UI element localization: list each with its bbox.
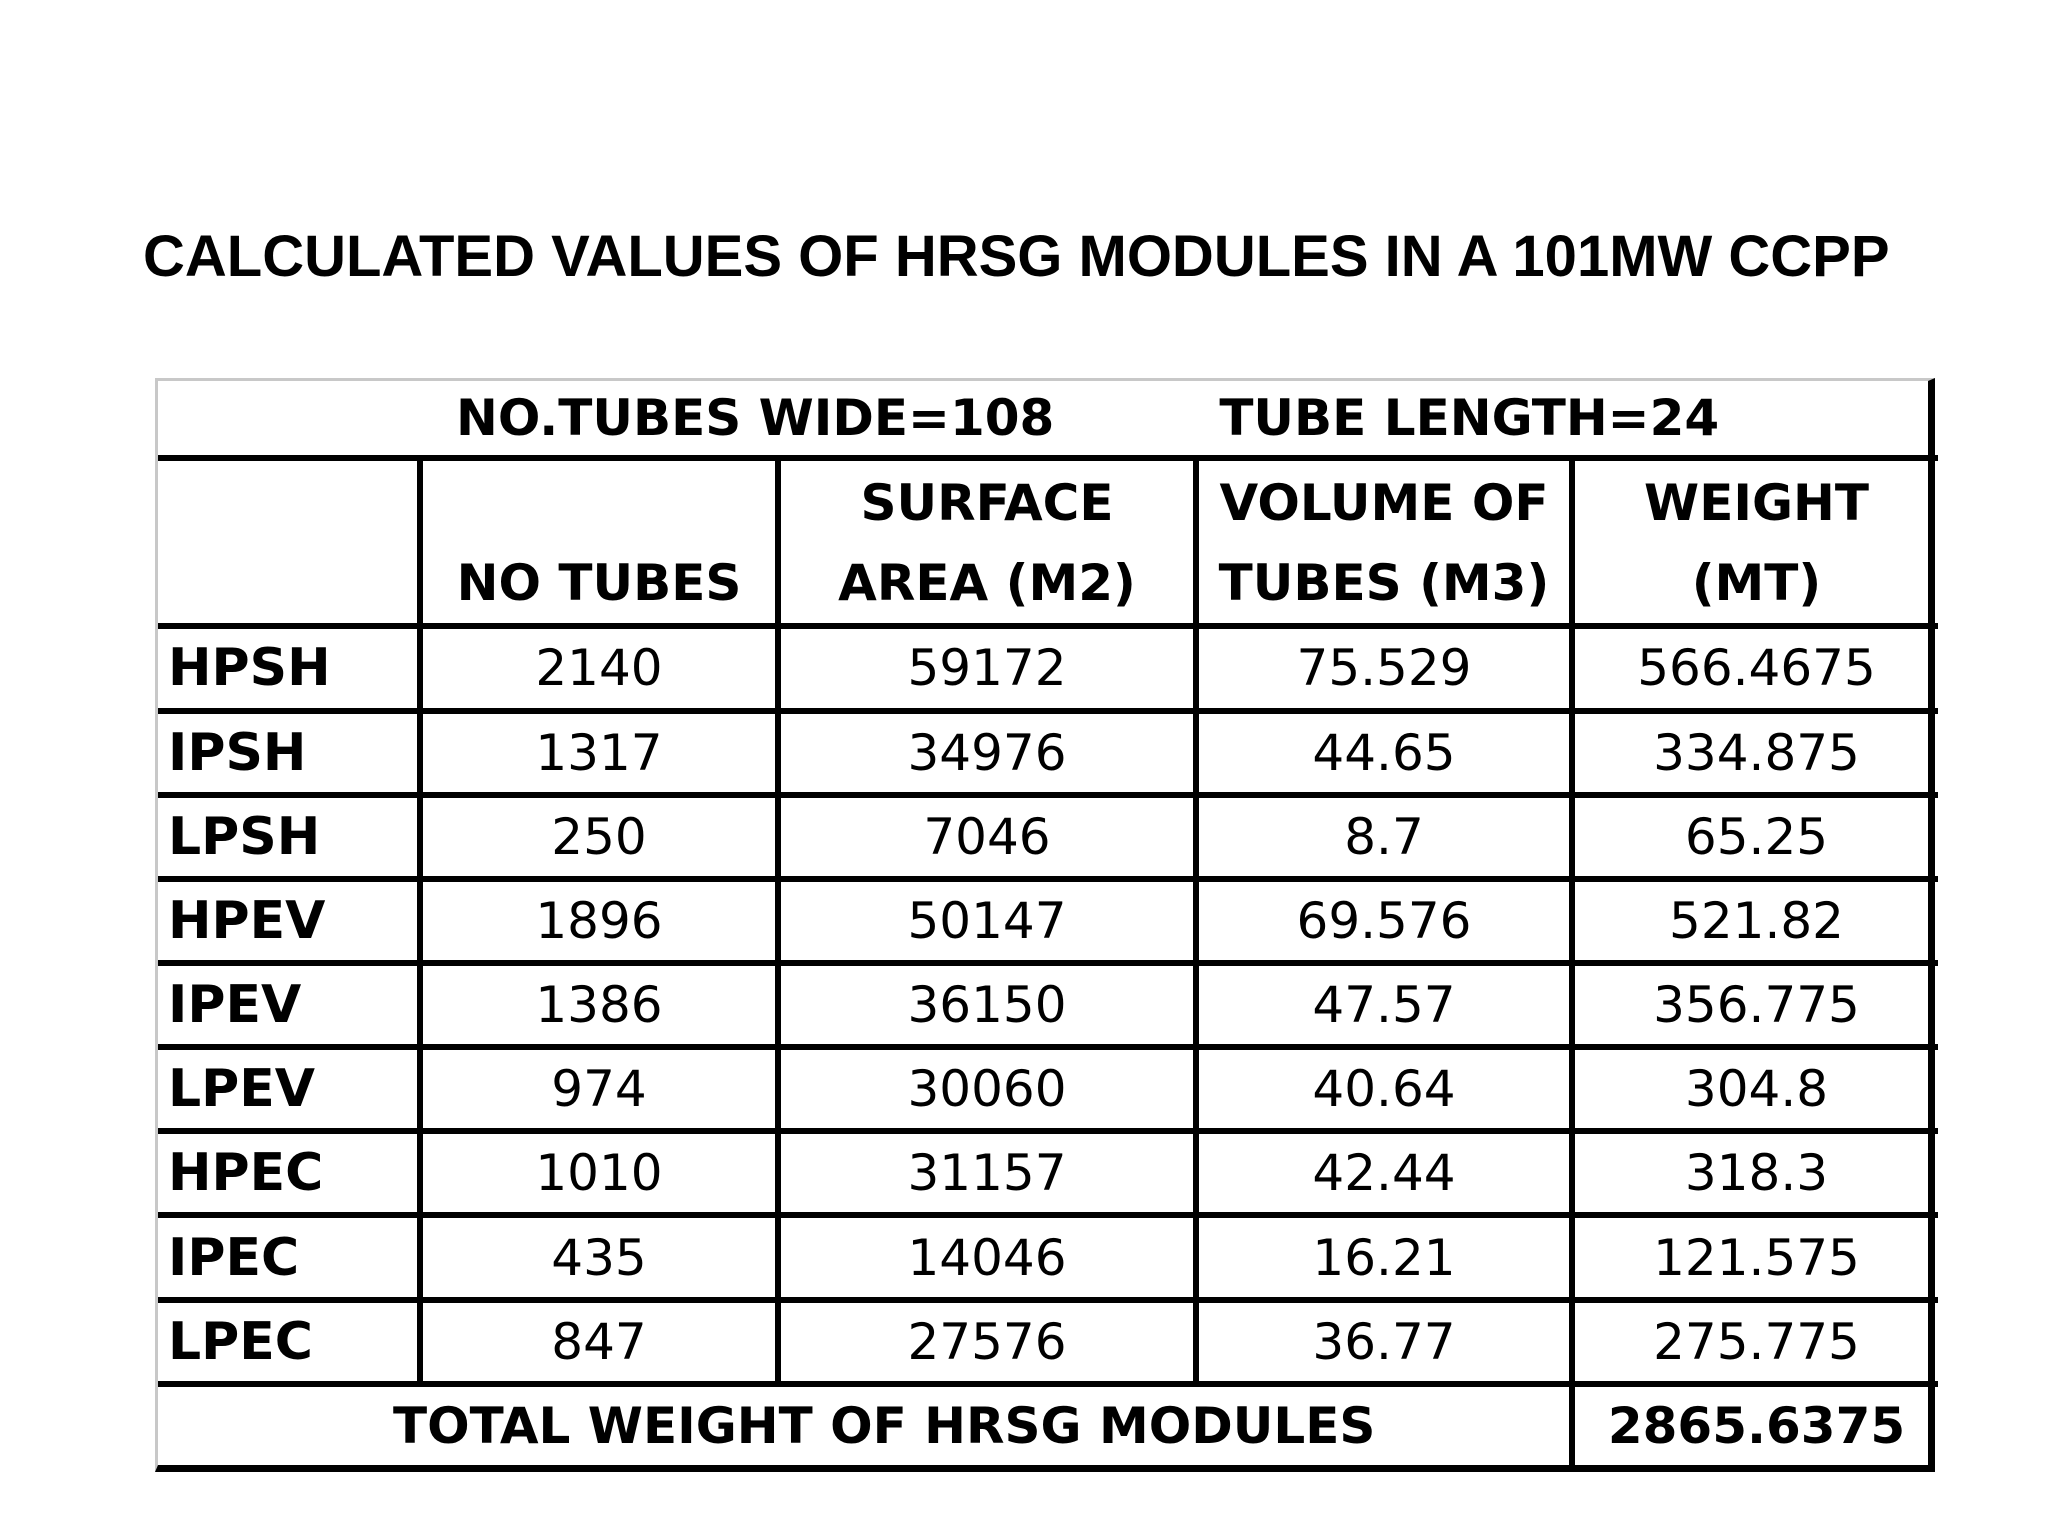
surface-area-cell: 36150: [778, 963, 1196, 1047]
volume-cell: 75.529: [1196, 626, 1572, 710]
header-surface-area: [778, 458, 1196, 626]
table-row: [158, 626, 1938, 710]
volume-cell: 40.64: [1196, 1047, 1572, 1131]
total-value-cell: 2865.6375: [1572, 1384, 1938, 1465]
no-tubes-cell: 847: [420, 1300, 778, 1384]
volume-cell: 44.65: [1196, 711, 1572, 795]
module-name-cell: IPEV: [158, 963, 420, 1047]
hrsg-modules-table: [158, 381, 1938, 1465]
weight-cell: 521.82: [1572, 879, 1938, 963]
weight-cell: 334.875: [1572, 711, 1938, 795]
header-surface-area-line2: AREA (M2): [838, 554, 1136, 613]
table-row: [158, 1047, 1938, 1131]
module-name-cell: LPSH: [158, 795, 420, 879]
surface-area-cell: 31157: [778, 1131, 1196, 1215]
surface-area-cell: 7046: [778, 795, 1196, 879]
tube-length-label: TUBE LENGTH=24: [1219, 389, 1720, 448]
total-row: [158, 1384, 1938, 1465]
header-volume: [1196, 458, 1572, 626]
table-row: [158, 963, 1938, 1047]
module-name-cell: LPEC: [158, 1300, 420, 1384]
no-tubes-cell: 435: [420, 1215, 778, 1299]
header-volume-line1: VOLUME OF: [1219, 474, 1549, 533]
table-row: [158, 1300, 1938, 1384]
weight-cell: 275.775: [1572, 1300, 1938, 1384]
no-tubes-cell: 250: [420, 795, 778, 879]
no-tubes-cell: 2140: [420, 626, 778, 710]
table-header-row: [158, 458, 1938, 626]
table-row: [158, 711, 1938, 795]
weight-cell: 566.4675: [1572, 626, 1938, 710]
header-weight-line2: (MT): [1691, 554, 1822, 613]
weight-cell: 304.8: [1572, 1047, 1938, 1131]
header-surface-area-line1: SURFACE: [860, 474, 1114, 533]
no-tubes-cell: 1386: [420, 963, 778, 1047]
no-tubes-cell: 974: [420, 1047, 778, 1131]
module-name-cell: LPEV: [158, 1047, 420, 1131]
table-row: [158, 1215, 1938, 1299]
volume-cell: 69.576: [1196, 879, 1572, 963]
module-name-cell: HPEC: [158, 1131, 420, 1215]
table-row: [158, 879, 1938, 963]
header-weight: [1572, 458, 1938, 626]
surface-area-cell: 34976: [778, 711, 1196, 795]
surface-area-cell: 14046: [778, 1215, 1196, 1299]
module-name-cell: HPSH: [158, 626, 420, 710]
slide-title: CALCULATED VALUES OF HRSG MODULES IN A 101MW CCPP: [143, 224, 1890, 289]
module-name-cell: IPSH: [158, 711, 420, 795]
tube-parameters-cell: [158, 381, 1938, 458]
header-module: [158, 458, 420, 626]
table-row: [158, 1131, 1938, 1215]
no-tubes-cell: 1010: [420, 1131, 778, 1215]
header-no-tubes: [420, 458, 778, 626]
weight-cell: 121.575: [1572, 1215, 1938, 1299]
surface-area-cell: 50147: [778, 879, 1196, 963]
module-name-cell: IPEC: [158, 1215, 420, 1299]
no-tubes-cell: 1317: [420, 711, 778, 795]
total-label: TOTAL WEIGHT OF HRSG MODULES: [393, 1396, 1376, 1455]
volume-cell: 47.57: [1196, 963, 1572, 1047]
weight-cell: 318.3: [1572, 1131, 1938, 1215]
surface-area-cell: 30060: [778, 1047, 1196, 1131]
header-no-tubes-label: NO TUBES: [456, 554, 742, 613]
volume-cell: 8.7: [1196, 795, 1572, 879]
header-weight-line1: WEIGHT: [1644, 474, 1869, 533]
header-volume-line2: TUBES (M3): [1218, 554, 1550, 613]
table-row: [158, 795, 1938, 879]
weight-cell: 65.25: [1572, 795, 1938, 879]
volume-cell: 42.44: [1196, 1131, 1572, 1215]
volume-cell: 16.21: [1196, 1215, 1572, 1299]
no-tubes-cell: 1896: [420, 879, 778, 963]
weight-cell: 356.775: [1572, 963, 1938, 1047]
hrsg-table-container: [155, 378, 1935, 1472]
total-label-cell: [158, 1384, 1572, 1465]
module-name-cell: HPEV: [158, 879, 420, 963]
surface-area-cell: 59172: [778, 626, 1196, 710]
volume-cell: 36.77: [1196, 1300, 1572, 1384]
table-parameters-row: [158, 381, 1938, 458]
surface-area-cell: 27576: [778, 1300, 1196, 1384]
tubes-wide-label: NO.TUBES WIDE=108: [456, 389, 1055, 448]
